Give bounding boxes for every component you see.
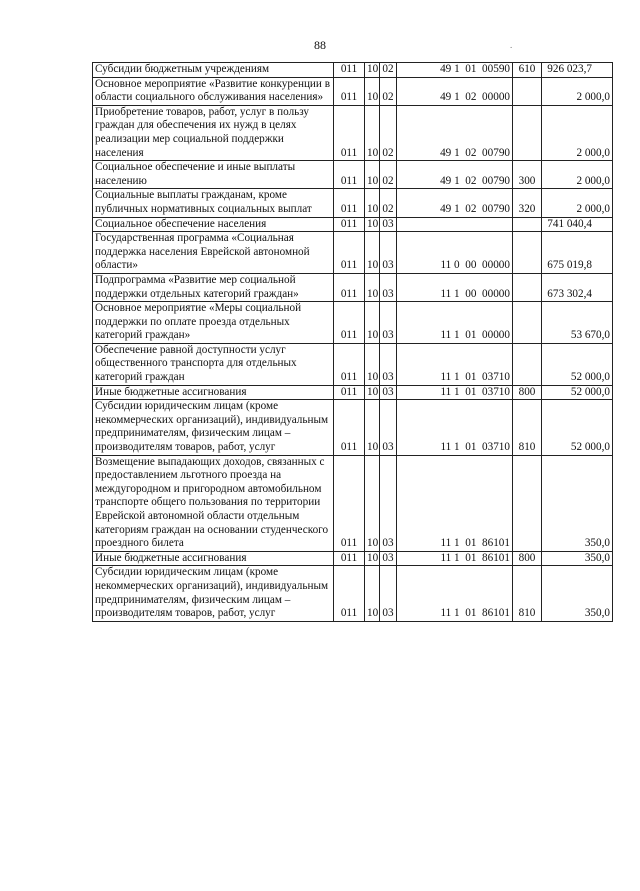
target-article-code: 11 1 01 00000 [397,302,513,344]
section-code: 10 [365,77,380,105]
subsection-code: 03 [380,385,397,400]
ministry-code: 011 [334,302,365,344]
amount: 2 000,0 [542,105,613,160]
row-name: Иные бюджетные ассигнования [93,385,334,400]
amount: 2 000,0 [542,161,613,189]
row-name: Основное мероприятие «Развитие конкуренции в области социального обслуживания населения» [93,77,334,105]
target-article-code: 11 1 00 00000 [397,273,513,301]
scan-mark: . [510,40,513,50]
ministry-code: 011 [334,400,365,455]
subsection-code: 02 [380,161,397,189]
amount: 2 000,0 [542,189,613,217]
amount: 2 000,0 [542,77,613,105]
table-row [93,63,613,78]
subsection-code: 02 [380,189,397,217]
row-name: Социальное обеспечение и иные выплаты населению [93,161,334,189]
expense-type-code [513,105,542,160]
amount: 53 670,0 [542,302,613,344]
subsection-code: 03 [380,455,397,551]
page-number: 88 [314,38,326,52]
expense-type-code: 810 [513,566,542,621]
expense-type-code [513,455,542,551]
ministry-code: 011 [334,189,365,217]
row-name: Иные бюджетные ассигнования [93,551,334,566]
row-name: Обеспечение равной доступности услуг общественного транспорта для отдельных категорий граждан [93,343,334,385]
expense-type-code: 800 [513,551,542,566]
subsection-code: 03 [380,217,397,232]
section-code: 10 [365,217,380,232]
section-code: 10 [365,232,380,274]
ministry-code: 011 [334,232,365,274]
target-article-code: 49 1 02 00790 [397,189,513,217]
section-code: 10 [365,63,380,78]
table-row [93,566,613,621]
subsection-code: 03 [380,302,397,344]
section-code: 10 [365,302,380,344]
expense-type-code: 300 [513,161,542,189]
row-name: Возмещение выпадающих доходов, связанных с предоставлением льготного проезда на междугородном и пригородном автомобильном транспорте общего пользования по территории Еврейской автономной области отдельным категориям граждан на основании студенческого проездного билета [93,455,334,551]
section-code: 10 [365,343,380,385]
amount: 52 000,0 [542,385,613,400]
amount: 675 019,8 [542,232,613,274]
row-name: Основное мероприятие «Меры социальной поддержки по оплате проезда отдельных категорий граждан» [93,302,334,344]
target-article-code: 11 0 00 00000 [397,232,513,274]
amount: 741 040,4 [542,217,613,232]
expense-type-code [513,343,542,385]
target-article-code: 11 1 01 86101 [397,551,513,566]
row-name: Социальное обеспечение населения [93,217,334,232]
table-row [93,385,613,400]
ministry-code: 011 [334,105,365,160]
target-article-code [397,217,513,232]
ministry-code: 011 [334,273,365,301]
amount: 52 000,0 [542,343,613,385]
ministry-code: 011 [334,77,365,105]
ministry-code: 011 [334,566,365,621]
target-article-code: 11 1 01 03710 [397,343,513,385]
target-article-code: 49 1 01 00590 [397,63,513,78]
subsection-code: 03 [380,400,397,455]
target-article-code: 11 1 01 86101 [397,455,513,551]
target-article-code: 11 1 01 03710 [397,385,513,400]
expense-type-code [513,273,542,301]
expense-type-code [513,232,542,274]
subsection-code: 03 [380,551,397,566]
subsection-code: 03 [380,232,397,274]
table-row [93,232,613,274]
row-name: Субсидии юридическим лицам (кроме некоммерческих организаций), индивидуальным предпринимателям, физическим лицам – производителям товаров, работ, услуг [93,566,334,621]
row-name: Субсидии бюджетным учреждениям [93,63,334,78]
row-name: Приобретение товаров, работ, услуг в пользу граждан для обеспечения их нужд в целях реализации мер социальной поддержки населения [93,105,334,160]
amount: 673 302,4 [542,273,613,301]
section-code: 10 [365,551,380,566]
ministry-code: 011 [334,455,365,551]
target-article-code: 49 1 02 00790 [397,105,513,160]
row-name: Субсидии юридическим лицам (кроме некоммерческих организаций), индивидуальным предпринимателям, физическим лицам – производителям товаров, работ, услуг [93,400,334,455]
expense-type-code: 320 [513,189,542,217]
section-code: 10 [365,566,380,621]
expense-type-code [513,77,542,105]
ministry-code: 011 [334,343,365,385]
ministry-code: 011 [334,63,365,78]
ministry-code: 011 [334,217,365,232]
section-code: 10 [365,189,380,217]
subsection-code: 03 [380,273,397,301]
table-row [93,105,613,160]
amount: 52 000,0 [542,400,613,455]
target-article-code: 11 1 01 03710 [397,400,513,455]
table-row [93,455,613,551]
table-row [93,189,613,217]
section-code: 10 [365,400,380,455]
subsection-code: 03 [380,343,397,385]
amount: 926 023,7 [542,63,613,78]
section-code: 10 [365,105,380,160]
budget-table [92,62,613,622]
table-row [93,302,613,344]
table-row [93,161,613,189]
subsection-code: 03 [380,566,397,621]
row-name: Подпрограмма «Развитие мер социальной поддержки отдельных категорий граждан» [93,273,334,301]
ministry-code: 011 [334,551,365,566]
expense-type-code: 610 [513,63,542,78]
table-row [93,217,613,232]
section-code: 10 [365,273,380,301]
table-row [93,77,613,105]
expense-type-code: 810 [513,400,542,455]
ministry-code: 011 [334,385,365,400]
target-article-code: 49 1 02 00790 [397,161,513,189]
subsection-code: 02 [380,77,397,105]
subsection-code: 02 [380,105,397,160]
expense-type-code [513,217,542,232]
amount: 350,0 [542,551,613,566]
amount: 350,0 [542,566,613,621]
subsection-code: 02 [380,63,397,78]
section-code: 10 [365,455,380,551]
target-article-code: 11 1 01 86101 [397,566,513,621]
amount: 350,0 [542,455,613,551]
section-code: 10 [365,385,380,400]
expense-type-code: 800 [513,385,542,400]
section-code: 10 [365,161,380,189]
row-name: Государственная программа «Социальная поддержка населения Еврейской автономной области» [93,232,334,274]
ministry-code: 011 [334,161,365,189]
table-row [93,273,613,301]
row-name: Социальные выплаты гражданам, кроме публичных нормативных социальных выплат [93,189,334,217]
expense-type-code [513,302,542,344]
table-row [93,400,613,455]
target-article-code: 49 1 02 00000 [397,77,513,105]
table-row [93,551,613,566]
table-row [93,343,613,385]
